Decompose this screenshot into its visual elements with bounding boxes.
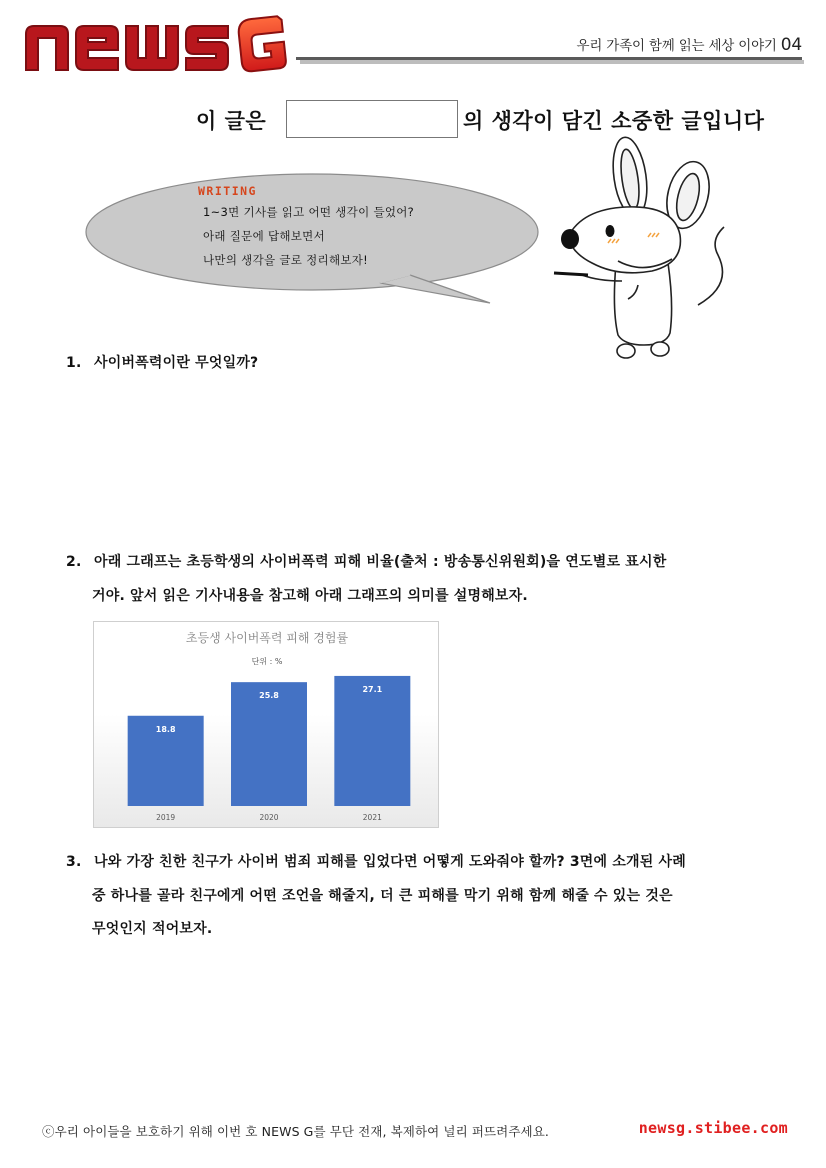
writing-label: WRITING xyxy=(198,184,257,198)
author-name-box[interactable] xyxy=(286,100,458,138)
bar-2020 xyxy=(231,682,307,806)
question-2-line-2: 거야. 앞서 읽은 기사내용을 참고해 아래 그래프의 의미를 설명해보자. xyxy=(92,588,528,604)
chart-subtitle: 단위 : % xyxy=(251,657,283,666)
question-3-line-3: 무엇인지 적어보자. xyxy=(92,921,213,937)
question-2-line-1: 아래 그래프는 초등학생의 사이버폭력 피해 비율(출처 : 방송통신위원회)을 연도별로 표시한 xyxy=(94,554,667,570)
title-prefix: 이 글은 xyxy=(196,109,267,133)
page-number: 04 xyxy=(780,35,802,55)
tagline-text: 우리 가족이 함께 읽는 세상 이야기 xyxy=(576,38,777,54)
question-1-number: 1. xyxy=(66,355,82,371)
question-1-text: 사이버폭력이란 무엇일까? xyxy=(94,355,259,371)
bar-value-label-2021: 27.1 xyxy=(362,684,383,694)
chart-title: 초등생 사이버폭력 피해 경험률 xyxy=(185,631,349,645)
x-tick-label-2021: 2021 xyxy=(362,813,382,822)
newsg-logo xyxy=(22,12,297,76)
footer-copyright: ⓒ우리 아이들을 보호하기 위해 이번 호 NEWS G를 무단 전재, 복제하여 널리 퍼뜨려주세요. xyxy=(42,1124,549,1139)
title-suffix: 의 생각이 담긴 소중한 글입니다 xyxy=(463,109,765,133)
bubble-line-1: 1~3면 기사를 읽고 어떤 생각이 들었어? xyxy=(203,205,415,219)
question-1 xyxy=(66,352,258,372)
question-3-number: 3. xyxy=(66,854,82,870)
bar-value-label-2019: 18.8 xyxy=(155,724,176,734)
bubble-line-2: 아래 질문에 답해보면서 xyxy=(203,229,325,243)
question-3 xyxy=(66,851,686,871)
question-3-line-2: 중 하나를 골라 친구에게 어떤 조언을 해줄지, 더 큰 피해를 막기 위해 함께 해줄 수 있는 것은 xyxy=(92,888,673,904)
question-2 xyxy=(66,551,666,571)
question-3-line-1: 나와 가장 친한 친구가 사이버 범죄 피해를 입었다면 어떻게 도와줘야 할까? 3면에 소개된 사례 xyxy=(94,854,687,870)
question-2-number: 2. xyxy=(66,554,82,570)
bar-value-label-2020: 25.8 xyxy=(259,691,279,701)
bar-2021 xyxy=(334,676,410,806)
mouse-mascot-illustration xyxy=(548,135,738,365)
header-rule-shadow xyxy=(300,60,804,64)
speech-bubble xyxy=(80,155,580,325)
bar-chart-svg xyxy=(94,622,440,829)
header-rule xyxy=(296,57,802,60)
footer-url-link[interactable]: newsg.stibee.com xyxy=(638,1119,788,1137)
bubble-line-3: 나만의 생각을 글로 정리해보자! xyxy=(203,253,369,267)
title-row xyxy=(0,100,826,140)
x-tick-label-2019: 2019 xyxy=(156,813,176,822)
bars-group xyxy=(128,676,411,822)
x-tick-label-2020: 2020 xyxy=(259,813,279,822)
bar-chart xyxy=(93,621,439,828)
header-tagline xyxy=(577,34,802,55)
